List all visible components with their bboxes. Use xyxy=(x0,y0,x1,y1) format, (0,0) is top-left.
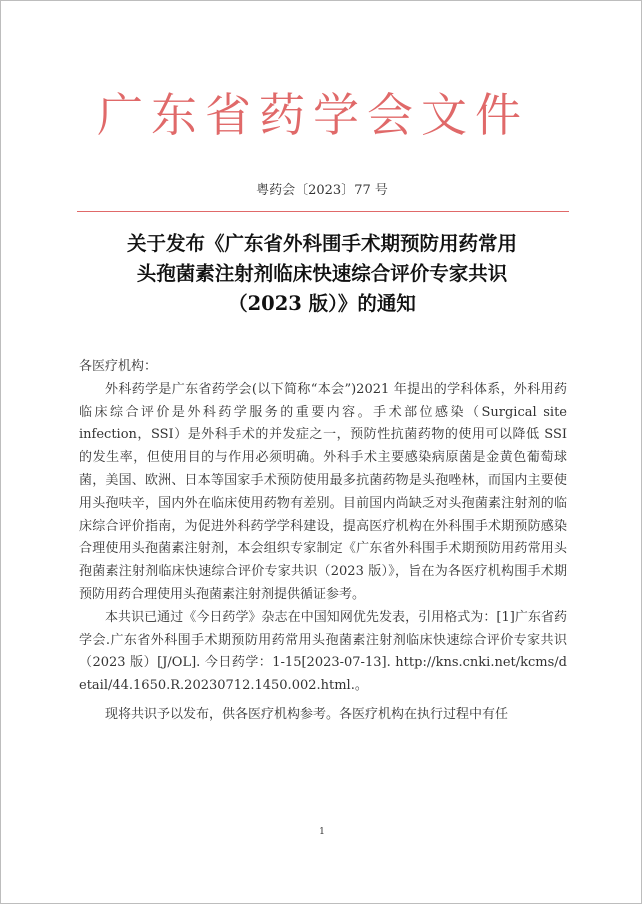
page-number: 1 xyxy=(319,827,325,837)
notice-title-line: 头孢菌素注射剂临床快速综合评价专家共识 xyxy=(136,262,508,285)
body-paragraph: 外科药学是广东省药学会(以下简称“本会”)2021 年提出的学科体系，外科用药临床综合评价是外科药学服务的重要内容。手术部位感染（Surgical site infection，SSI）是外科手术的并发症之一，预防性抗菌药物的使用可以降低 SSI 的发生率，但使用目的与作用必须明确。外科手术主要感染病原菌是金黄色葡萄球菌，美国、欧洲、日本等国家手术预防使用最多抗菌药物是头孢唑林，而国内主要使用头孢呋辛，国内外在临床使用药物有差别。目前国内尚缺乏对头孢菌素注射剂的临床综合评价指南，为促进外科药学学科建设，提高医疗机构在外科围手术期预防感染合理使用头孢菌素注射剂，本会组织专家制定《广东省外科围手术期预防用药常用头孢菌素注射剂临床快速综合评价专家共识（2023 版）》，旨在为各医疗机构围手术期预防用药合理使用头孢菌素注射剂提供循证参考。 xyxy=(79,381,567,602)
salutation: 各医疗机构： xyxy=(79,359,158,374)
notice-body xyxy=(79,356,567,727)
document-number: 粤药会〔2023〕77 号 xyxy=(256,183,388,198)
notice-title-line: 关于发布《广东省外科围手术期预防用药常用 xyxy=(126,232,517,255)
notice-title-line: （2023 版）》的通知 xyxy=(228,292,416,315)
organization-header-title: 广东省药学会文件 xyxy=(97,88,529,142)
header-divider xyxy=(77,211,569,212)
citation-paragraph: 本共识已通过《今日药学》杂志在中国知网优先发表，引用格式为：[1]广东省药学会.广东省外科围手术期预防用药常用头孢菌素注射剂临床快速综合评价专家共识（2023 版）[J/OL]. 今日药学：1-15[2023-07-13]. http://kns.cnki.net/kcms/detail/44.1650.R.20230712.1450.002.html.。 xyxy=(79,609,567,694)
body-paragraph: 现将共识予以发布，供各医疗机构参考。各医疗机构在执行过程中有任 xyxy=(105,706,509,722)
notice-title xyxy=(41,229,603,319)
